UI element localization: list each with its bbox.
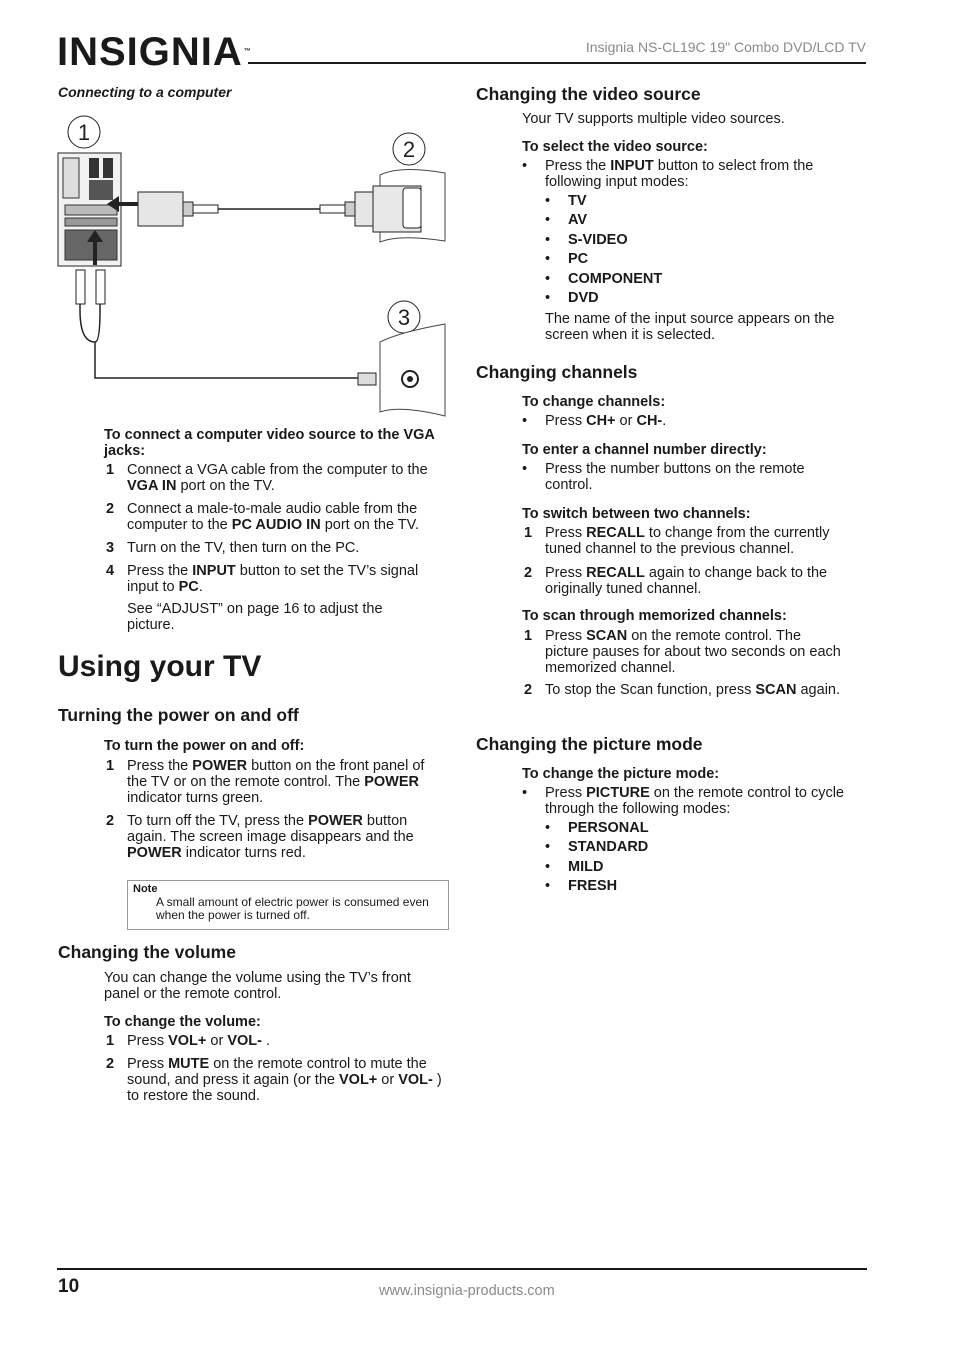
picture-mode-item: FRESH [568,878,618,895]
vga-step-text: Turn on the TV, then turn on the PC. [127,540,360,556]
logo-text: INSIGNIA [57,30,243,74]
bullet-glyph: • [545,820,551,836]
source-mode-item: COMPONENT [568,270,663,287]
channels-section-heading: Changing channels [476,362,638,382]
vga-step-text: Connect a male-to-male audio cable from the computer to the PC AUDIO IN port on the TV. [127,501,420,533]
scan-step-number: 2 [524,682,533,698]
picture-mode-item: MILD [568,858,604,875]
header-product-title: Insignia NS-CL19C 19" Combo DVD/LCD TV [585,39,866,55]
ch-subheading-2: To enter a channel number directly: [522,442,767,458]
source-note: The name of the input source appears on the screen when it is selected. [545,311,835,343]
picture-mode-item: PERSONAL [568,820,649,836]
note-text: A small amount of electric power is consumed even when the power is turned off. [156,895,429,922]
source-mode-item: DVD [568,290,599,306]
ch-subheading-4: To scan through memorized channels: [522,608,787,624]
bullet-glyph: • [545,290,551,306]
power-section-heading: Turning the power on and off [58,705,299,725]
source-bullet-text: Press the INPUT button to select from the following input modes: [545,158,814,190]
figure-caption: Connecting to a computer [58,84,232,100]
switch-step-text: Press RECALL again to change back to the originally tuned channel. [545,565,828,597]
computer-connection-diagram [55,110,450,420]
bullet-glyph: • [545,212,551,229]
ch-subheading-3: To switch between two channels: [522,506,751,522]
bullet-glyph: • [545,878,551,895]
vga-step-number: 3 [106,540,115,556]
callout-2: 2 [402,137,416,162]
picture-subheading: To change the picture mode: [522,766,720,782]
vga-step-number: 1 [106,462,115,478]
callout-1: 1 [77,120,91,145]
bullet-glyph: • [522,461,528,477]
volume-step-text: Press VOL+ or VOL- . [127,1033,271,1049]
footer-rule [57,1268,867,1270]
ch-bullet-1-text: Press CH+ or CH-. [545,413,667,429]
scan-step-number: 1 [524,628,533,644]
bullet-glyph: • [545,270,551,287]
ch-bullet-2-text: Press the number buttons on the remote control. [545,461,805,493]
switch-step-number: 1 [524,525,533,541]
bullet-glyph: • [545,251,551,268]
trademark-symbol: ™ [243,48,252,55]
note-label: Note [133,883,158,895]
vga-step-text: Press the INPUT button to set the TV’s signal input to PC. [127,563,419,595]
power-step-text: To turn off the TV, press the POWER button again. The screen image disappears and the POWER indicator turns red. [127,813,414,861]
bullet-glyph: • [522,785,528,801]
callout-3: 3 [397,305,411,330]
vga-step-number: 4 [106,563,115,579]
header-rule [248,62,866,64]
power-step-text: Press the POWER button on the front panel of the TV or on the remote control. The POWER indicator turns green. [127,758,425,806]
volume-section-heading: Changing the volume [58,942,236,962]
bullet-glyph: • [545,231,551,248]
power-subheading: To turn the power on and off: [104,738,305,754]
source-subheading: To select the video source: [522,139,708,155]
picture-bullet-text: Press PICTURE on the remote control to cycle through the following modes: [545,785,844,817]
volume-subheading: To change the volume: [104,1014,261,1030]
power-step-number: 2 [106,813,115,829]
vga-step-text: Connect a VGA cable from the computer to the VGA IN port on the TV. [127,462,428,494]
scan-step-text: Press SCAN on the remote control. The picture pauses for about two seconds on each memorized channel. [545,628,841,676]
power-step-number: 1 [106,758,115,774]
vga-heading: To connect a computer video source to the VGA jacks: [104,427,435,459]
volume-step-number: 2 [106,1056,115,1072]
source-mode-item: PC [568,251,589,268]
source-mode-item: S-VIDEO [568,231,628,248]
volume-intro: You can change the volume using the TV’s front panel or the remote control. [104,970,411,1002]
picture-section-heading: Changing the picture mode [476,734,703,754]
vga-step-number: 2 [106,501,115,517]
bullet-glyph: • [545,839,551,856]
ch-subheading-1: To change channels: [522,394,666,410]
source-mode-item: TV [568,193,587,209]
switch-step-number: 2 [524,565,533,581]
page-number: 10 [58,1276,80,1297]
bullet-glyph: • [545,858,551,875]
vga-see-note: See “ADJUST” on page 16 to adjust the picture. [127,601,383,633]
volume-step-text: Press MUTE on the remote control to mute the sound, and press it again (or the VOL+ or VOL- ) to restore the sound. [127,1056,442,1104]
volume-step-number: 1 [106,1033,115,1049]
insignia-logo [57,28,252,76]
bullet-glyph: • [522,158,528,174]
bullet-glyph: • [545,193,551,209]
source-mode-item: AV [568,212,588,229]
source-intro: Your TV supports multiple video sources. [522,111,785,127]
page-title: Using your TV [58,650,262,683]
footer-url: www.insignia-products.com [379,1283,555,1299]
bullet-glyph: • [522,413,528,429]
source-section-heading: Changing the video source [476,84,701,104]
picture-mode-item: STANDARD [568,839,649,856]
scan-step-text: To stop the Scan function, press SCAN again. [545,682,841,698]
switch-step-text: Press RECALL to change from the currently tuned channel to the previous channel. [545,525,830,557]
